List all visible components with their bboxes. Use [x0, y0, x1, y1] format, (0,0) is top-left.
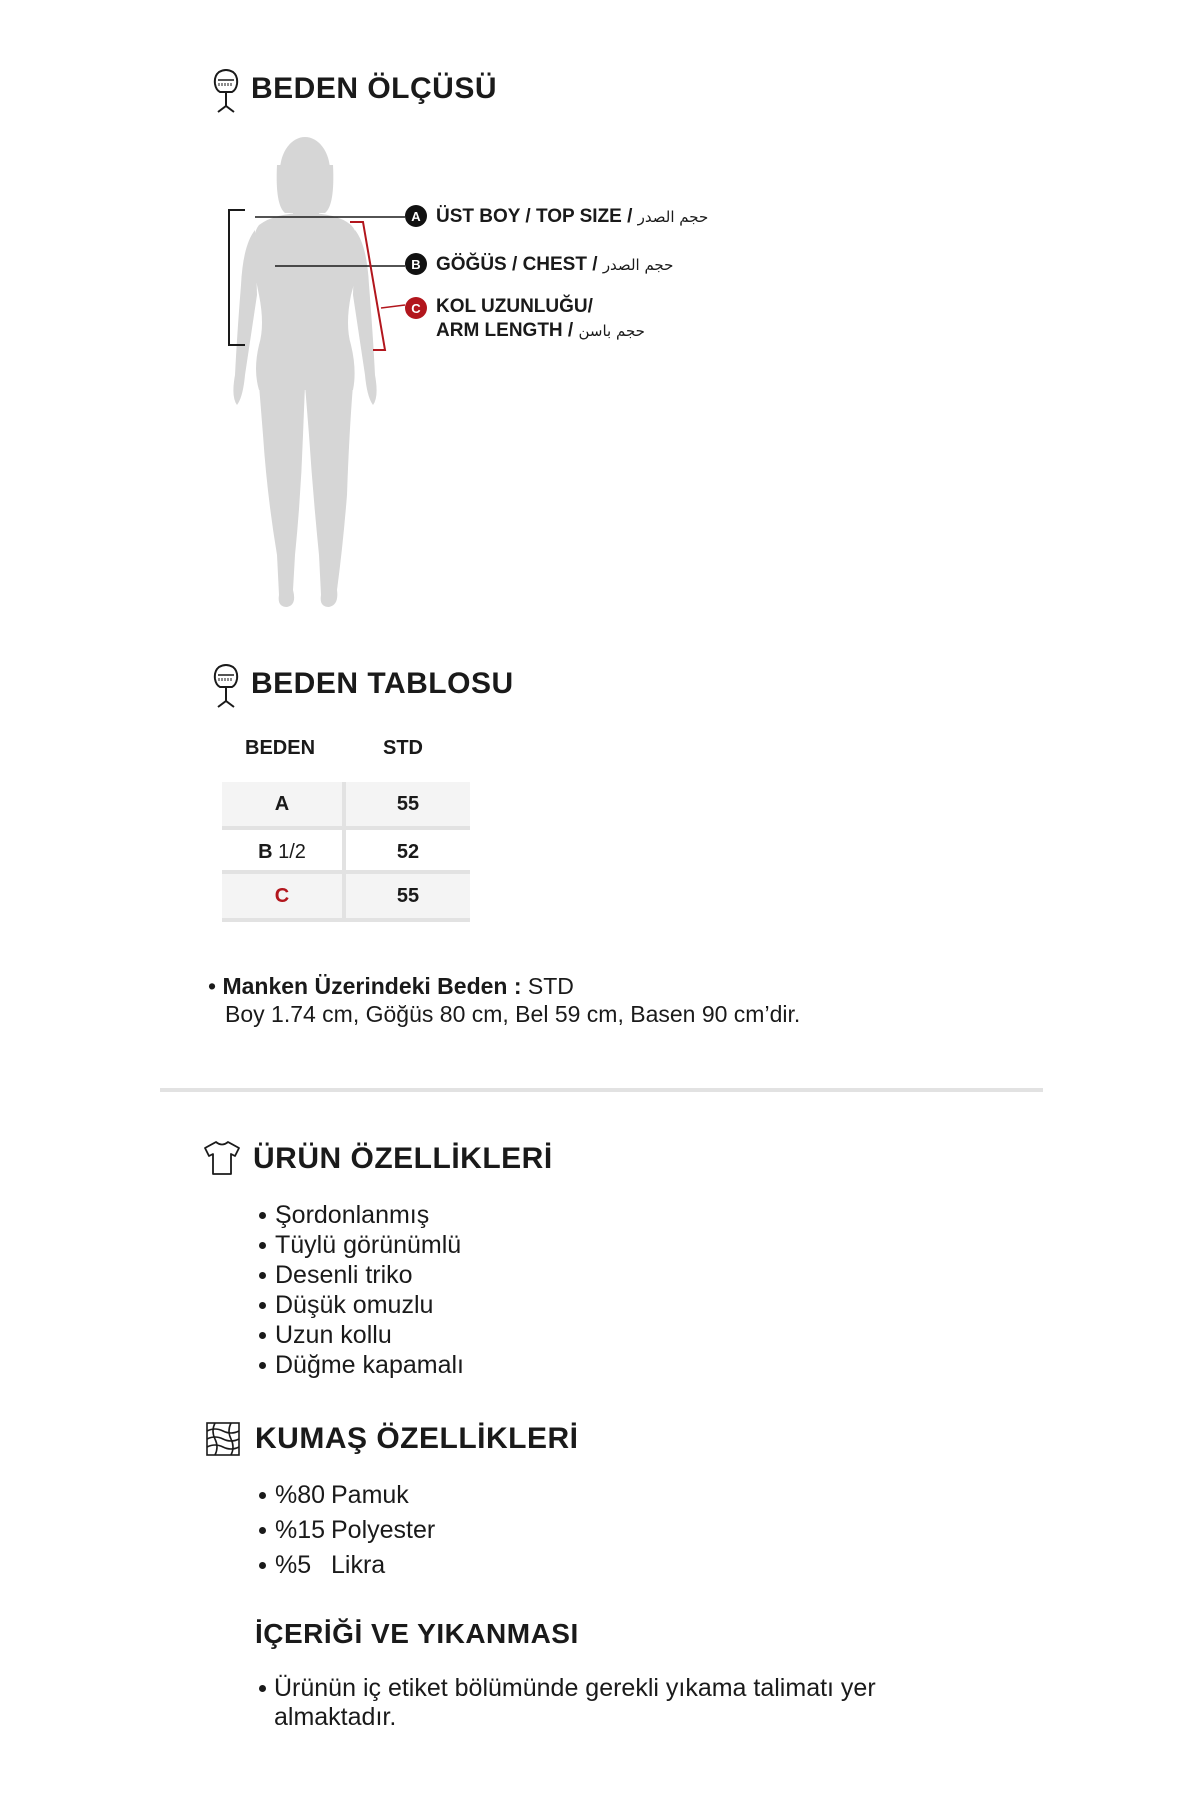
mannequin-icon [210, 663, 242, 714]
care-text [259, 1674, 876, 1732]
table-divider [222, 918, 470, 922]
list-item [259, 1230, 464, 1260]
fabric-icon [204, 1420, 242, 1463]
fabric-percent: %15 [275, 1516, 326, 1544]
care-line-1: Ürünün iç etiket bölümünde gerekli yıkama talimatı yer [274, 1674, 876, 1702]
fabric-percent: %5 [275, 1551, 312, 1579]
feature-text: Düğme kapamalı [275, 1351, 464, 1379]
legend-badge-a: A [405, 205, 427, 227]
mannequin-icon [210, 68, 242, 119]
section-divider [160, 1088, 1043, 1092]
legend-arabic: حجم الصدر [637, 208, 709, 226]
table-cell-value [346, 830, 470, 874]
legend-label-line2: ARM LENGTH / [436, 320, 579, 341]
size-value: 55 [396, 792, 420, 815]
legend-label-line1: KOL UZUNLUĞU/ [436, 296, 593, 317]
size-label: B [258, 840, 273, 863]
care-title: İÇERİĞİ VE YIKANMASI [255, 1618, 579, 1649]
fabric-material: Polyester [331, 1516, 436, 1544]
fabric-percent: %80 [275, 1481, 326, 1509]
feature-text: Şordonlanmış [275, 1201, 430, 1229]
size-label-suffix: 1/2 [272, 840, 306, 863]
table-row [222, 782, 342, 826]
legend-badge-b: B [405, 253, 427, 275]
legend-label: GÖĞÜS / CHEST / [436, 254, 603, 275]
legend-badge-c: C [405, 297, 427, 319]
table-cell-value [346, 782, 470, 826]
model-size-label: Manken Üzerindeki Beden : [222, 973, 522, 999]
list-item [259, 1350, 464, 1380]
feature-text: Uzun kollu [275, 1321, 392, 1349]
fabric-features-list [259, 1478, 435, 1583]
product-features-list [259, 1200, 464, 1380]
table-header-size: BEDEN [245, 737, 316, 759]
fabric-features-title: KUMAŞ ÖZELLİKLERİ [255, 1422, 579, 1455]
size-value: 52 [396, 840, 420, 863]
list-item [259, 1548, 435, 1583]
legend-arabic: حجم باسن [578, 322, 645, 340]
legend-top-size [405, 205, 708, 229]
list-item [259, 1513, 435, 1548]
feature-text: Düşük omuzlu [275, 1291, 434, 1319]
tshirt-icon [203, 1140, 241, 1181]
feature-text: Desenli triko [275, 1261, 413, 1289]
measurement-lines [245, 200, 415, 360]
fabric-material: Likra [331, 1551, 386, 1579]
legend-arabic: حجم الصدر [602, 256, 674, 274]
list-item [259, 1200, 464, 1230]
bullet-dot [259, 1685, 266, 1692]
table-cell-value [346, 874, 470, 918]
feature-text: Tüylü görünümlü [275, 1231, 462, 1259]
list-item [259, 1320, 464, 1350]
legend-label: ÜST BOY / TOP SIZE / [436, 206, 638, 227]
size-guide-title: BEDEN ÖLÇÜSÜ [251, 72, 498, 105]
size-label: C [274, 884, 290, 907]
product-features-title: ÜRÜN ÖZELLİKLERİ [253, 1142, 553, 1175]
model-measurements: Boy 1.74 cm, Göğüs 80 cm, Bel 59 cm, Basen 90 cm’dir. [225, 1001, 801, 1027]
bullet-dot: • [208, 973, 223, 999]
legend-arm-length [405, 295, 645, 343]
care-line-2: almaktadır. [274, 1703, 397, 1731]
size-label: A [274, 792, 290, 815]
table-row [222, 874, 342, 918]
legend-chest [405, 253, 673, 277]
model-size-value: STD [521, 973, 574, 999]
model-size-note [208, 972, 800, 1028]
list-item [259, 1290, 464, 1320]
size-value: 55 [396, 884, 420, 907]
table-header-std: STD [383, 737, 423, 759]
list-item [259, 1260, 464, 1290]
fabric-material: Pamuk [331, 1481, 409, 1509]
size-table-title: BEDEN TABLOSU [251, 667, 514, 700]
table-row [222, 830, 342, 874]
list-item [259, 1478, 435, 1513]
